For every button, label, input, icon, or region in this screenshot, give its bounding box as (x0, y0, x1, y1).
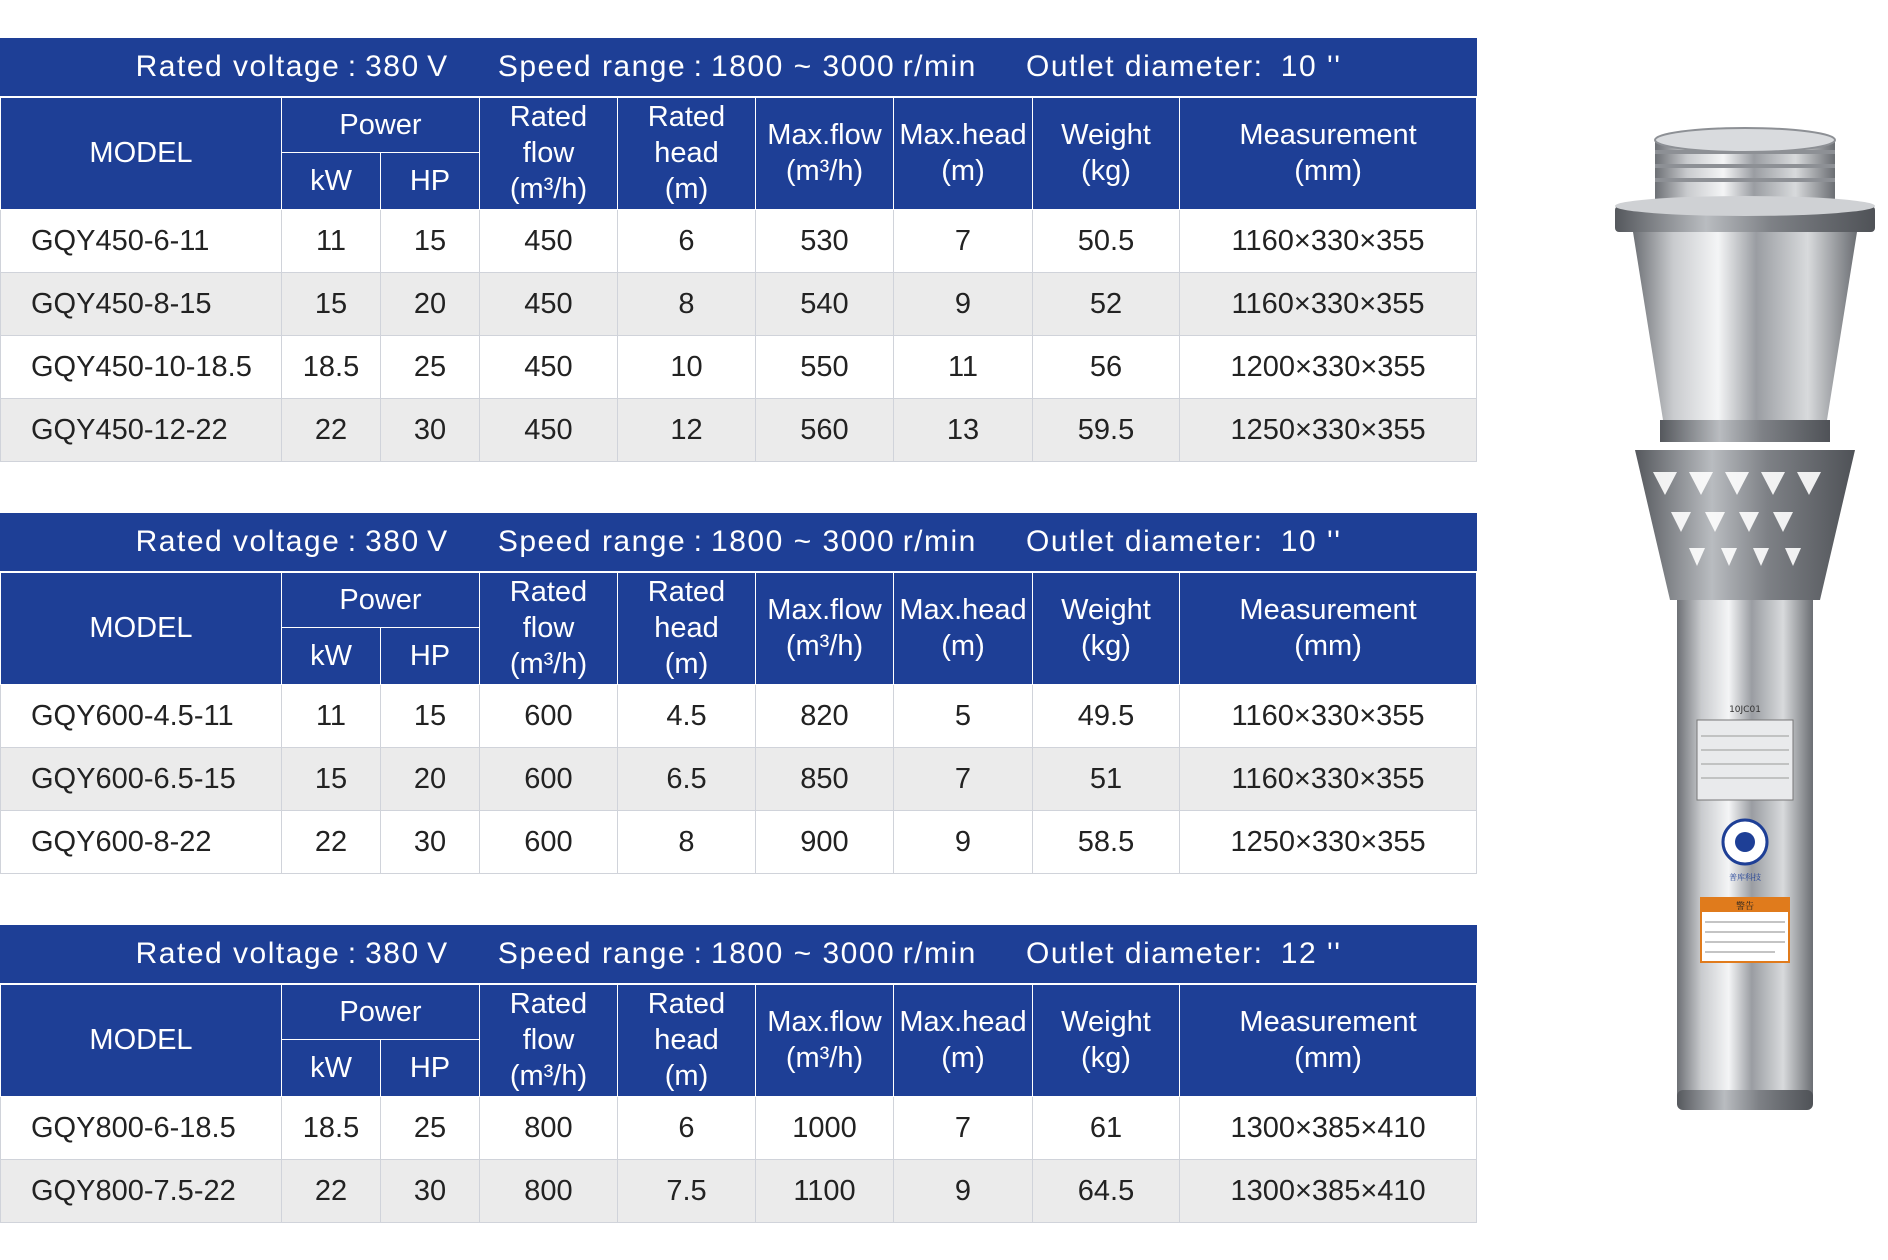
cell-weight: 50.5 (1033, 210, 1180, 273)
cell-rated-flow: 450 (480, 273, 618, 336)
cell-weight: 49.5 (1033, 685, 1180, 748)
cell-kw: 22 (282, 811, 381, 874)
cell-hp: 15 (381, 685, 480, 748)
col-max-head: Max.head (m) (894, 97, 1033, 210)
col-power: Power (282, 97, 480, 153)
cell-model: GQY450-8-15 (1, 273, 282, 336)
cell-weight: 52 (1033, 273, 1180, 336)
cell-weight: 58.5 (1033, 811, 1180, 874)
col-measurement: Measurement (mm) (1180, 97, 1477, 210)
cell-model: GQY800-6-18.5 (1, 1097, 282, 1160)
cell-max-head: 13 (894, 399, 1033, 462)
cell-rated-head: 10 (618, 336, 756, 399)
cell-kw: 22 (282, 399, 381, 462)
cell-measurement: 1200×330×355 (1180, 336, 1477, 399)
cell-measurement: 1160×330×355 (1180, 685, 1477, 748)
cell-max-flow: 1100 (756, 1160, 894, 1223)
pump-product-image (1605, 120, 1885, 1120)
col-max-flow: Max.flow (m³/h) (756, 97, 894, 210)
table-row (1, 1097, 1477, 1160)
cell-model: GQY450-6-11 (1, 210, 282, 273)
cell-model: GQY600-8-22 (1, 811, 282, 874)
spec-table-2 (0, 513, 1477, 874)
cell-max-flow: 530 (756, 210, 894, 273)
cell-kw: 11 (282, 210, 381, 273)
cell-hp: 30 (381, 1160, 480, 1223)
col-rated-head: Rated head (m) (618, 984, 756, 1097)
table-row (1, 336, 1477, 399)
cell-hp: 30 (381, 399, 480, 462)
cell-weight: 61 (1033, 1097, 1180, 1160)
cell-max-head: 9 (894, 1160, 1033, 1223)
cell-model: GQY600-6.5-15 (1, 748, 282, 811)
cell-kw: 18.5 (282, 1097, 381, 1160)
col-model: MODEL (1, 97, 282, 210)
cell-measurement: 1160×330×355 (1180, 210, 1477, 273)
col-weight: Weight (kg) (1033, 984, 1180, 1097)
cell-hp: 25 (381, 336, 480, 399)
cell-kw: 22 (282, 1160, 381, 1223)
cell-rated-head: 4.5 (618, 685, 756, 748)
cell-max-head: 11 (894, 336, 1033, 399)
col-power: Power (282, 572, 480, 628)
cell-hp: 15 (381, 210, 480, 273)
col-kw: kW (282, 1040, 381, 1097)
col-model: MODEL (1, 572, 282, 685)
col-hp: HP (381, 1040, 480, 1097)
col-max-head: Max.head (m) (894, 572, 1033, 685)
cell-max-head: 9 (894, 273, 1033, 336)
cell-rated-flow: 450 (480, 210, 618, 273)
cell-weight: 64.5 (1033, 1160, 1180, 1223)
cell-max-flow: 540 (756, 273, 894, 336)
brand-text: 普库科技 (1729, 873, 1761, 882)
col-measurement: Measurement (mm) (1180, 572, 1477, 685)
cell-max-head: 5 (894, 685, 1033, 748)
cell-hp: 30 (381, 811, 480, 874)
cell-measurement: 1250×330×355 (1180, 399, 1477, 462)
table-banner: Rated voltage : 380 V Speed range : 1800 ~ 3000 r/min Outlet diameter: 10 '' (1, 39, 1477, 97)
cell-max-flow: 560 (756, 399, 894, 462)
col-weight: Weight (kg) (1033, 572, 1180, 685)
col-max-flow: Max.flow (m³/h) (756, 572, 894, 685)
cell-max-flow: 850 (756, 748, 894, 811)
cell-kw: 15 (282, 273, 381, 336)
col-measurement: Measurement (mm) (1180, 984, 1477, 1097)
col-rated-flow: Rated flow (m³/h) (480, 572, 618, 685)
cell-weight: 56 (1033, 336, 1180, 399)
cell-measurement: 1160×330×355 (1180, 273, 1477, 336)
col-hp: HP (381, 628, 480, 685)
table-row (1, 748, 1477, 811)
nameplate-model: 10JC01 (1729, 705, 1761, 715)
table-row (1, 210, 1477, 273)
cell-rated-flow: 600 (480, 811, 618, 874)
cell-model: GQY800-7.5-22 (1, 1160, 282, 1223)
col-max-flow: Max.flow (m³/h) (756, 984, 894, 1097)
cell-max-head: 7 (894, 210, 1033, 273)
cell-model: GQY450-10-18.5 (1, 336, 282, 399)
spec-table-1 (0, 38, 1477, 462)
cell-rated-head: 8 (618, 273, 756, 336)
cell-max-flow: 900 (756, 811, 894, 874)
spec-table-3 (0, 925, 1477, 1223)
col-rated-head: Rated head (m) (618, 97, 756, 210)
table-banner: Rated voltage : 380 V Speed range : 1800 ~ 3000 r/min Outlet diameter: 10 '' (1, 514, 1477, 572)
cell-max-head: 7 (894, 748, 1033, 811)
cell-max-flow: 1000 (756, 1097, 894, 1160)
cell-measurement: 1300×385×410 (1180, 1097, 1477, 1160)
col-model: MODEL (1, 984, 282, 1097)
cell-model: GQY600-4.5-11 (1, 685, 282, 748)
cell-kw: 18.5 (282, 336, 381, 399)
col-rated-flow: Rated flow (m³/h) (480, 97, 618, 210)
cell-rated-flow: 450 (480, 399, 618, 462)
col-rated-head: Rated head (m) (618, 572, 756, 685)
cell-measurement: 1300×385×410 (1180, 1160, 1477, 1223)
col-kw: kW (282, 628, 381, 685)
cell-kw: 11 (282, 685, 381, 748)
cell-rated-flow: 600 (480, 748, 618, 811)
table-row (1, 685, 1477, 748)
cell-rated-head: 6 (618, 210, 756, 273)
cell-weight: 59.5 (1033, 399, 1180, 462)
table-row (1, 1160, 1477, 1223)
cell-rated-flow: 600 (480, 685, 618, 748)
cell-hp: 20 (381, 273, 480, 336)
warning-text: 警告 (1735, 902, 1755, 912)
col-power: Power (282, 984, 480, 1040)
table-row (1, 811, 1477, 874)
cell-rated-head: 12 (618, 399, 756, 462)
cell-max-head: 7 (894, 1097, 1033, 1160)
cell-rated-head: 6 (618, 1097, 756, 1160)
cell-model: GQY450-12-22 (1, 399, 282, 462)
col-rated-flow: Rated flow (m³/h) (480, 984, 618, 1097)
cell-rated-flow: 800 (480, 1097, 618, 1160)
cell-measurement: 1250×330×355 (1180, 811, 1477, 874)
cell-rated-head: 6.5 (618, 748, 756, 811)
cell-hp: 20 (381, 748, 480, 811)
cell-rated-head: 8 (618, 811, 756, 874)
cell-weight: 51 (1033, 748, 1180, 811)
cell-rated-flow: 800 (480, 1160, 618, 1223)
cell-max-head: 9 (894, 811, 1033, 874)
col-weight: Weight (kg) (1033, 97, 1180, 210)
table-row (1, 273, 1477, 336)
cell-hp: 25 (381, 1097, 480, 1160)
cell-rated-head: 7.5 (618, 1160, 756, 1223)
cell-kw: 15 (282, 748, 381, 811)
cell-rated-flow: 450 (480, 336, 618, 399)
cell-measurement: 1160×330×355 (1180, 748, 1477, 811)
table-row (1, 399, 1477, 462)
cell-max-flow: 550 (756, 336, 894, 399)
cell-max-flow: 820 (756, 685, 894, 748)
table-banner: Rated voltage : 380 V Speed range : 1800 ~ 3000 r/min Outlet diameter: 12 '' (1, 926, 1477, 984)
col-max-head: Max.head (m) (894, 984, 1033, 1097)
col-kw: kW (282, 153, 381, 210)
col-hp: HP (381, 153, 480, 210)
